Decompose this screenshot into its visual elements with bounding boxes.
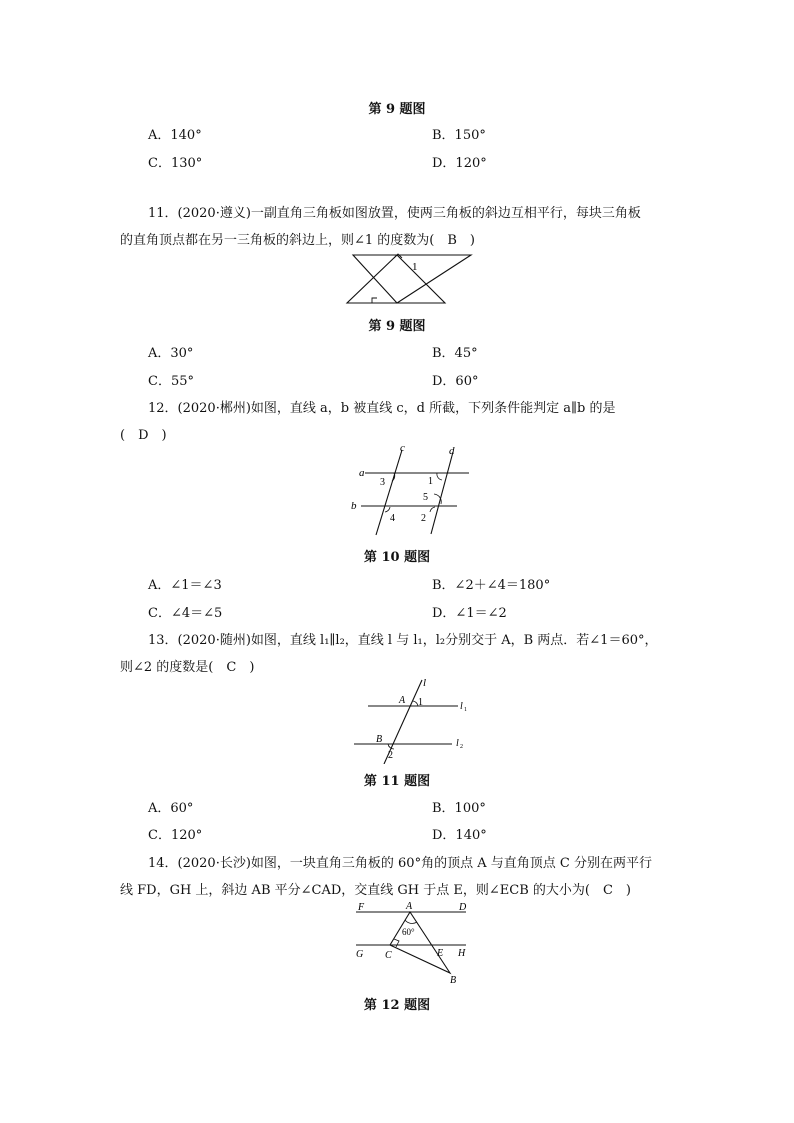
fig-q12-angle-5: 5 [423, 492, 428, 503]
fig-q14-label-E: E [437, 948, 444, 959]
figure-q14-triangle [348, 899, 476, 987]
fig-q13-label-l1-sub: 1 [464, 707, 467, 713]
question-12-line1: 12．(2020·郴州)如图，直线 a，b 被直线 c，d 所截，下列条件能判定 a∥b 的是 [148, 401, 616, 416]
option-d-q10: D．120° [432, 156, 487, 171]
fig-q13-label-l1: l [460, 701, 463, 712]
option-a-q12: A．∠1＝∠3 [148, 578, 222, 593]
option-d-q12: D．∠1＝∠2 [432, 606, 507, 621]
question-14-line1: 14．(2020·长沙)如图，一块直角三角板的 60°角的顶点 A 与直角顶点 C 分别在两平行 [148, 856, 652, 871]
figure-caption-q10: 第 9 题图 [368, 102, 426, 117]
fig-q12-angle-1: 1 [428, 476, 433, 487]
fig-q13-angle-1: 1 [418, 697, 423, 708]
fig-q13-label-A: A [399, 695, 406, 706]
fig-q12-angle-3: 3 [380, 477, 385, 488]
option-c-q12: C．∠4＝∠5 [148, 606, 223, 621]
question-13-line2: 则∠2 的度数是( C ) [120, 660, 255, 675]
fig-q14-label-H: H [458, 948, 466, 959]
figure-caption-q13: 第 11 题图 [363, 774, 431, 789]
fig-q13-label-l2-sub: 2 [460, 744, 463, 750]
fig-q14-label-B: B [450, 975, 457, 986]
option-d-q13: D．140° [432, 828, 487, 843]
fig-q14-label-60deg: 60° [402, 927, 415, 937]
option-b-q13: B．100° [432, 801, 486, 816]
fig-q13-label-l: l [423, 677, 427, 689]
fig-q12-label-a: a [359, 467, 365, 479]
option-b-q12: B．∠2＋∠4＝180° [432, 578, 551, 593]
fig-q13-angle-2: 2 [388, 750, 393, 761]
option-c-q13: C．120° [148, 828, 203, 843]
fig-q12-label-c: c [400, 442, 405, 454]
question-12-line2: ( D ) [120, 428, 167, 443]
fig-q13-label-B: B [376, 734, 383, 745]
fig-q11-label-1: 1 [412, 261, 418, 273]
figure-caption-q11: 第 9 题图 [368, 319, 426, 334]
fig-q14-label-G: G [356, 949, 364, 960]
fig-q14-label-A: A [406, 901, 413, 912]
option-c-q10: C．130° [148, 156, 203, 171]
fig-q12-label-d: d [449, 445, 455, 457]
fig-q14-label-C: C [385, 950, 392, 961]
figure-q12-lines [345, 440, 475, 538]
question-11-line2: 的直角顶点都在另一三角板的斜边上，则∠1 的度数为( B ) [120, 233, 475, 248]
fig-q12-angle-4: 4 [390, 513, 395, 524]
figure-caption-q14: 第 12 题图 [363, 998, 431, 1013]
fig-q14-label-F: F [358, 902, 365, 913]
option-b-q10: B．150° [432, 128, 486, 143]
option-b-q11: B．45° [432, 346, 478, 361]
option-c-q11: C．55° [148, 374, 194, 389]
question-13-line1: 13．(2020·随州)如图，直线 l₁∥l₂，直线 l 与 l₁，l₂分别交于 A，B 两点．若∠1＝60°， [148, 633, 658, 648]
question-11-line1: 11．(2020·遵义)一副直角三角板如图放置，使两三角板的斜边互相平行，每块三角板 [148, 206, 641, 221]
question-14-line2: 线 FD，GH 上，斜边 AB 平分∠CAD，交直线 GH 于点 E，则∠ECB 的大小为( C ) [120, 883, 631, 898]
fig-q12-angle-2: 2 [421, 513, 426, 524]
option-a-q13: A．60° [148, 801, 194, 816]
option-d-q11: D．60° [432, 374, 479, 389]
figure-caption-q12: 第 10 题图 [363, 550, 431, 565]
fig-q14-label-D: D [459, 902, 467, 913]
fig-q12-label-b: b [351, 500, 357, 512]
figure-q11-triangles [345, 252, 475, 308]
figure-q13-lines [350, 674, 470, 764]
fig-q13-label-l2: l [456, 738, 459, 749]
option-a-q11: A．30° [148, 346, 194, 361]
option-a-q10: A．140° [148, 128, 202, 143]
